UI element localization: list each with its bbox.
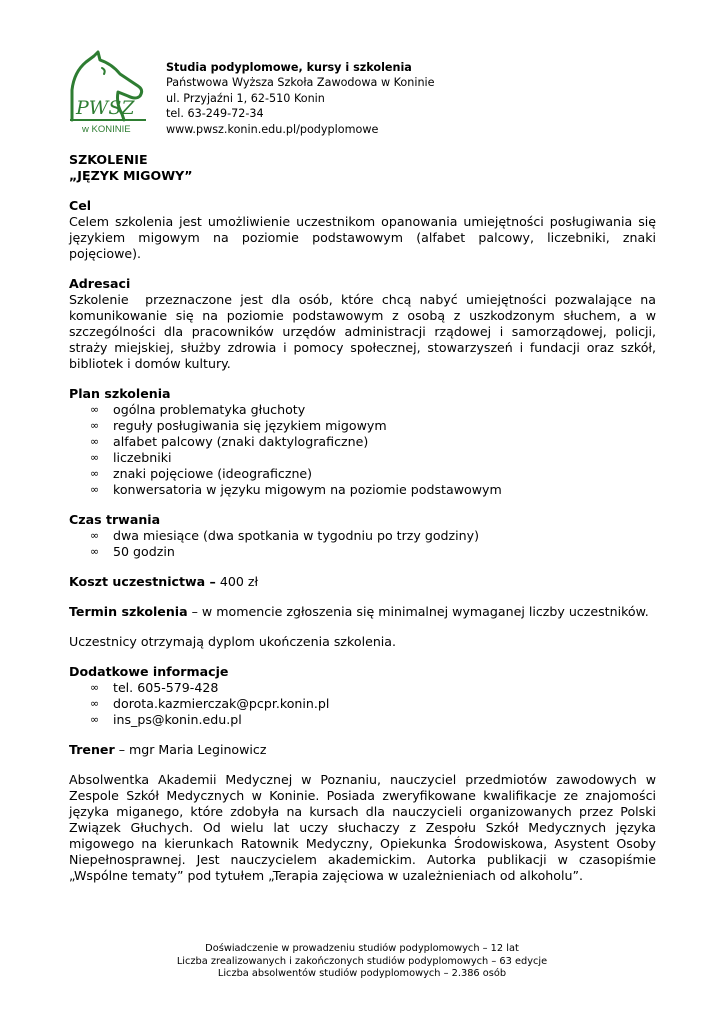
- plan-list: [69, 402, 656, 498]
- dyplom-text: Uczestnicy otrzymają dyplom ukończenia szkolenia.: [69, 634, 397, 649]
- logo-underline: [70, 119, 146, 121]
- footer-line-2: Liczba zrealizowanych i zakończonych studiów podyplomowych – 63 edycje: [176, 955, 548, 967]
- czas-heading: Czas trwania: [69, 512, 161, 527]
- bullet-icon: ∞: [90, 403, 100, 416]
- document-content: [69, 152, 661, 884]
- list-item: [69, 712, 656, 728]
- list-item: [69, 696, 656, 712]
- footer-line-3: Liczba absolwentów studiów podyplomowych – 2.386 osób: [217, 968, 507, 980]
- bullet-icon: ∞: [90, 451, 100, 464]
- cel-heading: Cel: [69, 198, 92, 213]
- institution-name: Państwowa Wyższa Szkoła Zawodowa w Koninie: [166, 76, 435, 90]
- adresaci-text: Szkolenie przeznaczone jest dla osób, które chcą nabyć umiejętności pozwalające na komunikowanie się na poziomie podstawowym z osobą z uszkodzonym słuchem, a w szczególności dla pracowników urzędów administracji rządowej i samorządowej, policji, straży miejskiej, służby zdrowia i pomocy społecznej, stowarzyszeń i fundacji oraz szkół, bibliotek i domów kultury.: [69, 292, 661, 371]
- termin-line: [69, 604, 656, 620]
- institution-phone: tel. 63-249-72-34: [166, 107, 264, 121]
- institution-address: ul. Przyjaźni 1, 62-510 Konin: [166, 91, 325, 105]
- trener-bio: Absolwentka Akademii Medycznej w Poznaniu, nauczyciel przedmiotów zawodowych w Zespole Szkół Medycznych w Koninie. Posiada zweryfikowane kwalifikacje ze znajomości języka miganego, które zdobyła na kursach dla nauczycieli organizowanych przez Polski Związek Głuchych. Od wielu lat uczy słuchaczy z Zespołu Szkół Medycznych języka migowego na kierunkach Ratownik Medyczny, Opiekunka Środowiskowa, Asystent Osoby Niepełnosprawnej. Jest nauczycielem akademickim. Autorka publikacji w czasopiśmie „Wspólne tematy” pod tytułem „Terapia zajęciowa w uzależnieniach od alkoholu”.: [69, 772, 656, 883]
- list-item: ∞ dwa miesiące (dwa spotkania w tygodniu po trzy godziny): [90, 528, 479, 543]
- document-title: „JĘZYK MIGOWY”: [69, 168, 193, 183]
- bullet-icon: ∞: [90, 697, 100, 710]
- page-footer: [0, 943, 724, 981]
- bullet-icon: ∞: [90, 483, 100, 496]
- list-item: ∞ alfabet palcowy (znaki daktylograficzne): [90, 434, 369, 449]
- footer-line-1: Doświadczenie w prowadzeniu studiów podyplomowych – 12 lat: [205, 943, 519, 954]
- pwsz-logo: [64, 50, 152, 136]
- bullet-icon: ∞: [90, 545, 100, 558]
- list-item: ∞ 50 godzin: [90, 544, 175, 559]
- dodatkowe-list: [69, 680, 656, 728]
- contact-email-2: ins_ps@konin.edu.pl: [113, 712, 242, 727]
- logo-text: PWSZ: [76, 97, 135, 119]
- trener-value: – mgr Maria Leginowicz: [114, 742, 267, 757]
- institution-website: www.pwsz.konin.edu.pl/podyplomowe: [166, 122, 379, 136]
- adresaci-heading: Adresaci: [69, 276, 131, 291]
- cel-text: Celem szkolenia jest umożliwienie uczestnikom opanowania umiejętności posługiwania się językiem migowym na poziomie podstawowym (alfabet palcowy, liczebniki, znaki pojęciowe).: [69, 214, 656, 261]
- bullet-icon: ∞: [90, 467, 100, 480]
- bullet-icon: ∞: [90, 529, 100, 542]
- koszt-value: 400 zł: [215, 574, 259, 589]
- list-item: ∞ konwersatoria w języku migowym na poziomie podstawowym: [90, 482, 502, 497]
- list-item: ∞ liczebniki: [90, 450, 172, 465]
- trener-line: [69, 742, 656, 758]
- termin-value: – w momencie zgłoszenia się minimalnej wymaganej liczby uczestników.: [187, 604, 649, 619]
- list-item: ∞ ogólna problematyka głuchoty: [90, 402, 306, 417]
- list-item: ∞ reguły posługiwania się językiem migowym: [90, 418, 387, 433]
- list-item: ∞ znaki pojęciowe (ideograficzne): [90, 466, 313, 481]
- bullet-icon: ∞: [90, 713, 100, 726]
- document-kind: SZKOLENIE: [69, 152, 148, 167]
- czas-list: [69, 528, 656, 560]
- plan-heading: Plan szkolenia: [69, 386, 171, 401]
- trener-label: Trener: [69, 742, 115, 757]
- header-title: Studia podyplomowe, kursy i szkolenia: [166, 61, 412, 74]
- contact-email: dorota.kazmierczak@pcpr.konin.pl: [113, 696, 330, 711]
- bullet-icon: ∞: [90, 435, 100, 448]
- termin-label: Termin szkolenia: [69, 604, 188, 619]
- bullet-icon: ∞: [90, 419, 100, 432]
- koszt-line: [69, 574, 656, 590]
- dodatkowe-heading: Dodatkowe informacje: [69, 664, 229, 679]
- contact-phone: tel. 605-579-428: [113, 680, 219, 695]
- institution-header: [166, 60, 435, 137]
- logo-subtext: w KONINIE: [82, 124, 131, 135]
- koszt-label: Koszt uczestnictwa –: [69, 574, 216, 589]
- list-item: [69, 680, 656, 696]
- bullet-icon: ∞: [90, 681, 100, 694]
